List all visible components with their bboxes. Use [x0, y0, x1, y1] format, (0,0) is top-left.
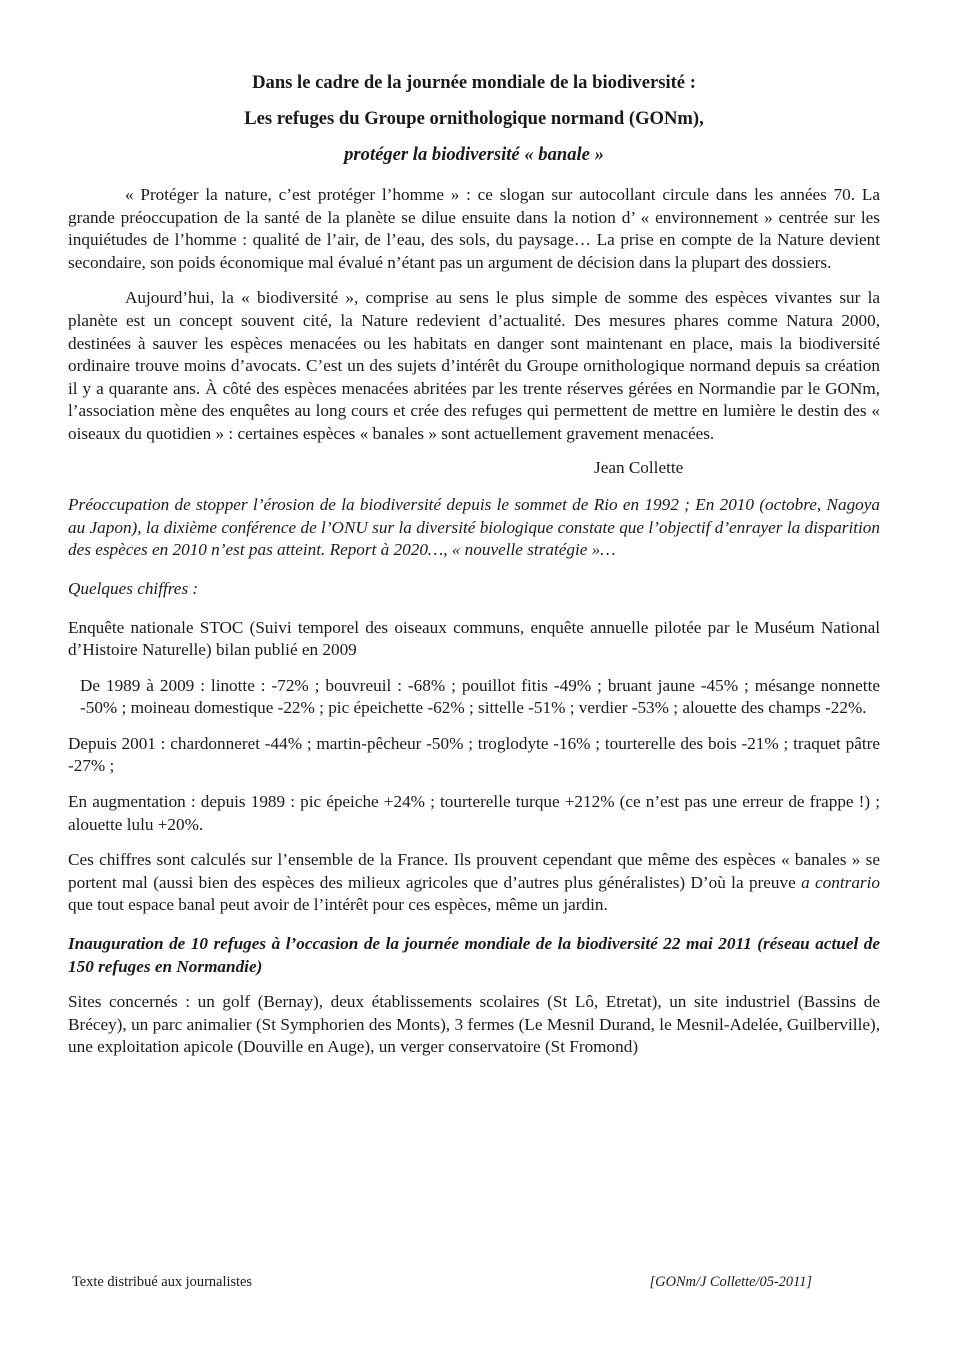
figures-heading: Quelques chiffres : [68, 578, 199, 598]
context-paragraph: Préoccupation de stopper l’érosion de la biodiversité depuis le sommet de Rio en 1992 ; En 2010 (octobre, Nagoya au Japon), la dixième conférence de l’ONU sur la diversité biologique constate que l’objectif d’enrayer la disparition des espèces en 2010 n’est pas atteint. Report à 2020…, « nouvelle stratégie »… [68, 495, 880, 560]
title-line-3: protéger la biodiversité « banale » [344, 144, 604, 165]
conclusion-italic-term: a contrario [801, 872, 880, 892]
inauguration-heading: Inauguration de 10 refuges à l’occasion de la journée mondiale de la biodiversité 22 mai 2011 (réseau actuel de 150 refuges en Normandie) [68, 934, 880, 976]
footer-left-text: Texte distribué aux journalistes [72, 1274, 253, 1290]
title-line-2: Les refuges du Groupe ornithologique normand (GONm), [244, 108, 704, 129]
intro-paragraph-2: Aujourd’hui, la « biodiversité », comprise au sens le plus simple de somme des espèces vivantes sur la planète est un concept souvent cité, la Nature redevient d’actualité. Des mesures phares comme Natura 2000, destinées à sauver les espèces menacées ou les habitats en danger sont maintenant en place, mais la biodiversité ordinaire trouve moins d’avocats. C’est un des sujets d’intérêt du Groupe ornithologique normand depuis sa création il y a quarante ans. À côté des espèces menacées abritées par les trente réserves gérées en Normandie par le GONm, l’association mène des enquêtes au long cours et crée des refuges qui permettent de mettre en lumière le destin des « oiseaux du quotidien » : certaines espèces « banales » sont actuellement gravement menacées. [68, 288, 880, 443]
conclusion-text-2: que tout espace banal peut avoir de l’intérêt pour ces espèces, même un jardin. [68, 895, 608, 915]
title-line-1: Dans le cadre de la journée mondiale de la biodiversité : [252, 72, 696, 93]
decline-since-2001: Depuis 2001 : chardonneret -44% ; martin-pêcheur -50% ; troglodyte -16% ; tourterelle des bois -21% ; traquet pâtre -27% ; [68, 733, 880, 776]
conclusion-text-1: Ces chiffres sont calculés sur l’ensemble de la France. Ils prouvent cependant que même des espèces « banales » se portent mal (aussi bien des espèces des milieux agricoles que d’autres plus généralistes) D’où la preuve [68, 850, 880, 892]
figures-conclusion [68, 849, 880, 917]
increase-figures: En augmentation : depuis 1989 : pic épeiche +24% ; tourterelle turque +212% (ce n’est pas une erreur de frappe !) ; alouette lulu +20%. [68, 792, 880, 834]
intro-paragraph-1: « Protéger la nature, c’est protéger l’homme » : ce slogan sur autocollant circule dans les années 70. La grande préoccupation de la santé de la planète se dilue ensuite dans la notion d’ « environnement » centrée sur les inquiétudes de l’homme : qualité de l’air, de l’eau, des sols, du paysage… La prise en compte de la Nature devient secondaire, son poids économique mal évalué n’étant pas un argument de décision dans la plupart des dossiers. [68, 185, 880, 272]
inauguration-sites: Sites concernés : un golf (Bernay), deux établissements scolaires (St Lô, Etretat), un site industriel (Bassins de Brécey), un parc animalier (St Symphorien des Monts), 3 fermes (Le Mesnil Durand, le Mesnil-Adelée, Guilberville), une exploitation apicole (Douville en Auge), un verger conservatoire (St Fromond) [68, 992, 880, 1057]
survey-description: Enquête nationale STOC (Suivi temporel des oiseaux communs, enquête annuelle pilotée par le Muséum National d’Histoire Naturelle) bilan publié en 2009 [68, 617, 880, 660]
author-signature: Jean Collette [594, 457, 684, 477]
decline-1989-2009: De 1989 à 2009 : linotte : -72% ; bouvreuil : -68% ; pouillot fitis -49% ; bruant jaune -45% ; mésange nonnette -50% ; moineau domestique -22% ; pic épeichette -62% ; sittelle -51% ; verdier -53% ; alouette des champs -22%. [80, 675, 880, 718]
document-page [68, 62, 880, 1059]
footer-reference: [GONm/J Collette/05-2011] [649, 1274, 812, 1290]
